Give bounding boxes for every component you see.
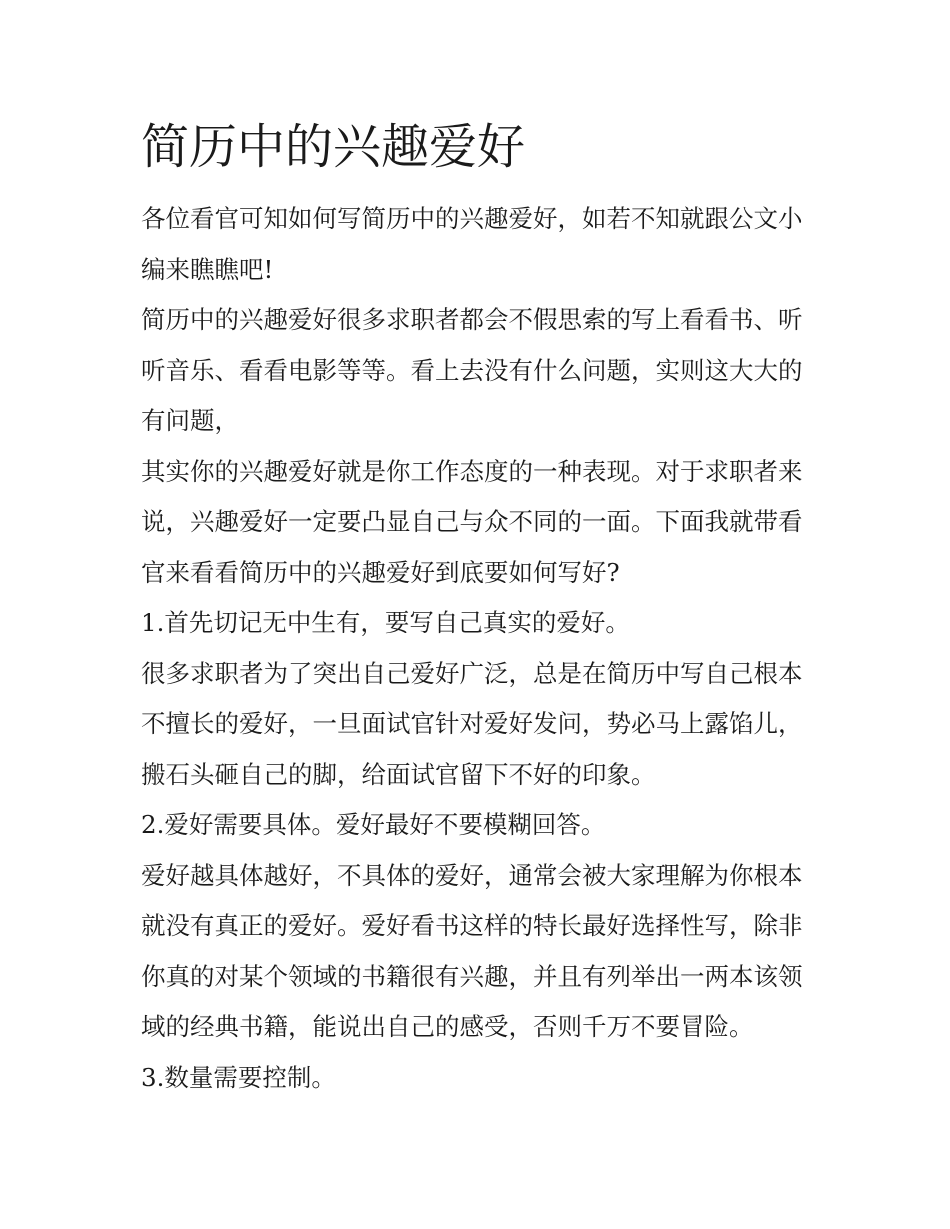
point-2-paragraph: 爱好越具体越好，不具体的爱好，通常会被大家理解为你根本就没有真正的爱好。爱好看书这样的特长最好选择性写，除非你真的对某个领域的书籍很有兴趣，并且有列举出一两本该领域的经典书籍，能说出自己的感受，否则千万不要冒险。 (141, 860, 803, 1041)
page-title: 简历中的兴趣爱好 (141, 119, 526, 175)
common-hobbies-paragraph: 简历中的兴趣爱好很多求职者都会不假思索的写上看看书、听听音乐、看看电影等等。看上去没有什么问题，实则这大大的有问题， (141, 305, 803, 435)
attitude-paragraph: 其实你的兴趣爱好就是你工作态度的一种表现。对于求职者来说，兴趣爱好一定要凸显自己与众不同的一面。下面我就带看官来看看简历中的兴趣爱好到底要如何写好? (141, 456, 803, 587)
intro-paragraph: 各位看官可知如何写简历中的兴趣爱好，如若不知就跟公文小编来瞧瞧吧! (141, 204, 803, 284)
point-1-paragraph: 很多求职者为了突出自己爱好广泛，总是在简历中写自己根本不擅长的爱好，一旦面试官针对爱好发问，势必马上露馅儿，搬石头砸自己的脚，给面试官留下不好的印象。 (141, 658, 803, 789)
point-1-heading: 1.首先切记无中生有，要写自己真实的爱好。 (141, 608, 630, 637)
document-body (141, 112, 813, 1103)
point-3-heading: 3.数量需要控制。 (141, 1062, 336, 1092)
point-2-heading: 2.爱好需要具体。爱好最好不要模糊回答。 (141, 810, 606, 839)
